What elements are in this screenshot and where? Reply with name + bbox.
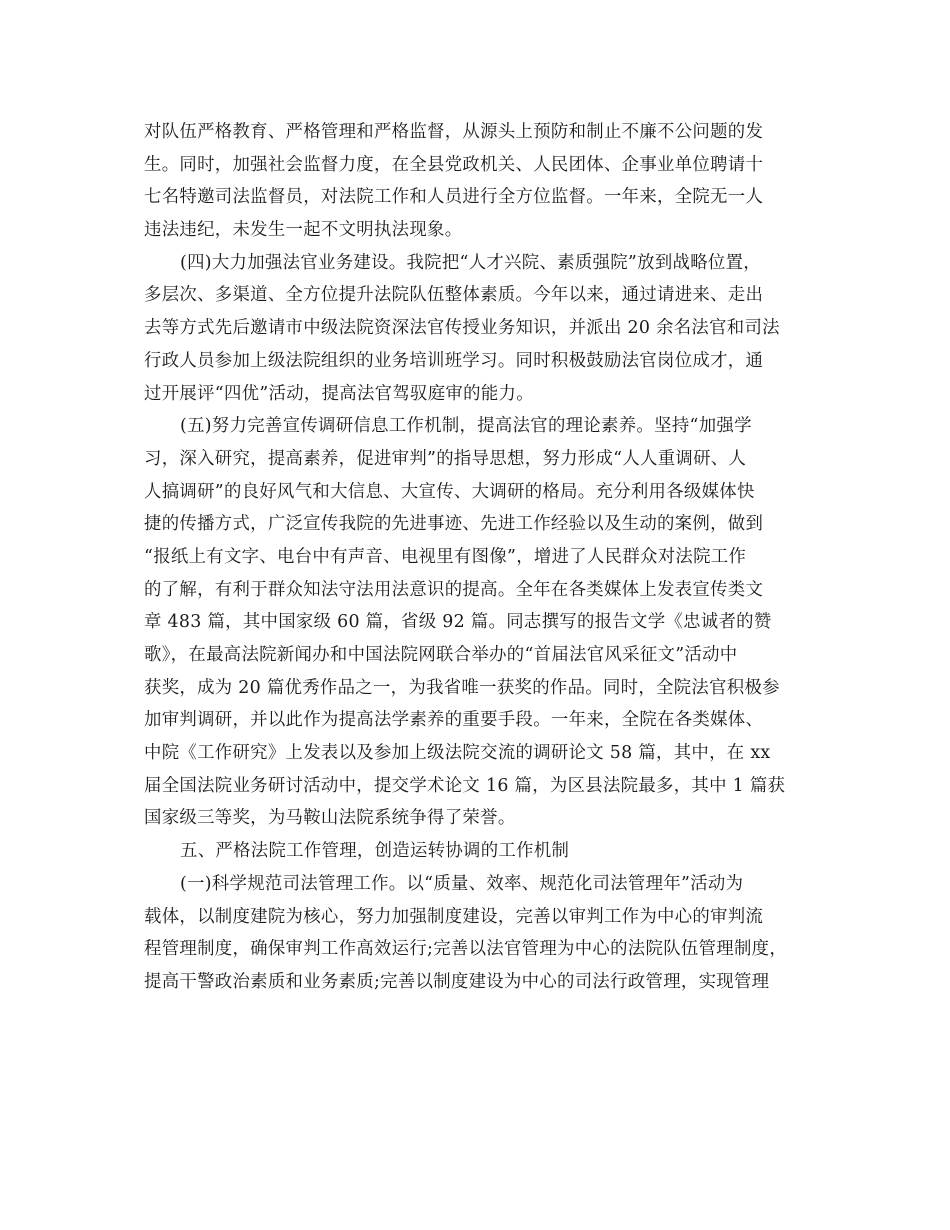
text-line: 行政人员参加上级法院组织的业务培训班学习。同时积极鼓励法官岗位成才，通: [144, 350, 764, 371]
text-line: 歌》，在最高法院新闻办和中国法院网联合举办的“首届法官风采征文”活动中: [144, 645, 738, 665]
text-line: 提高干警政治素质和业务素质;完善以制度建设为中心的司法行政管理，实现管理: [144, 971, 770, 992]
text-line: 中院《工作研究》上发表以及参加上级法院交流的调研论文 58 篇，其中，在 xx: [144, 743, 771, 764]
document-body: [144, 116, 819, 999]
text-line: 违法违纪，未发生一起不文明执法现象。: [144, 220, 463, 241]
text-line: 过开展评“四优”活动，提高法官驾驭庭审的能力。: [144, 383, 534, 404]
text-line: 载体，以制度建院为核心，努力加强制度建设，完善以审判工作为中心的审判流: [144, 906, 764, 927]
text-line: 五、严格法院工作管理，创造运转协调的工作机制: [180, 841, 570, 862]
text-line: 程管理制度，确保审判工作高效运行;完善以法官管理为中心的法院队伍管理制度，: [144, 939, 788, 960]
text-line: 届全国法院业务研讨活动中，提交学术论文 16 篇，为区县法院最多，其中 1 篇获: [144, 775, 786, 796]
text-line: 七名特邀司法监督员，对法院工作和人员进行全方位监督。一年来，全院无一人: [144, 187, 764, 208]
text-line: 加审判调研，并以此作为提高法学素养的重要手段。一年来，全院在各类媒体、: [144, 710, 764, 731]
text-line: 的了解，有利于群众知法守法用法意识的提高。全年在各类媒体上发表宣传类文: [144, 579, 764, 600]
text-line: 生。同时，加强社会监督力度，在全县党政机关、人民团体、企事业单位聘请十: [144, 154, 764, 175]
text-line: (一)科学规范司法管理工作。以“质量、效率、规范化司法管理年”活动为: [180, 873, 744, 894]
text-line: 国家级三等奖，为马鞍山法院系统争得了荣誉。: [144, 808, 516, 829]
text-line: 人搞调研”的良好风气和大信息、大宣传、大调研的格局。充分利用各级媒体快: [144, 481, 755, 502]
text-line: 章 483 篇，其中国家级 60 篇，省级 92 篇。同志撰写的报告文学《忠诚者的赞: [144, 612, 772, 633]
text-line: 去等方式先后邀请市中级法院资深法官传授业务知识，并派出 20 余名法官和司法: [144, 318, 780, 339]
text-line: 习，深入研究，提高素养，促进审判”的指导思想，努力形成“人人重调研、人: [144, 448, 747, 469]
text-line: (五)努力完善宣传调研信息工作机制，提高法官的理论素养。坚持“加强学: [180, 416, 752, 437]
text-line: 对队伍严格教育、严格管理和严格监督，从源头上预防和制止不廉不公问题的发: [144, 122, 764, 142]
text-line: 捷的传播方式，广泛宣传我院的先进事迹、先进工作经验以及生动的案例，做到: [144, 514, 764, 535]
text-line: “报纸上有文字、电台中有声音、电视里有图像”，增进了人民群众对法院工作: [144, 546, 747, 567]
text-line: (四)大力加强法官业务建设。我院把“人才兴院、素质强院”放到战略位置，: [180, 252, 761, 273]
text-line: 获奖，成为 20 篇优秀作品之一，为我省唯一获奖的作品。同时，全院法官积极参: [144, 677, 780, 698]
text-line: 多层次、多渠道、全方位提升法院队伍整体素质。今年以来，通过请进来、走出: [144, 285, 764, 306]
